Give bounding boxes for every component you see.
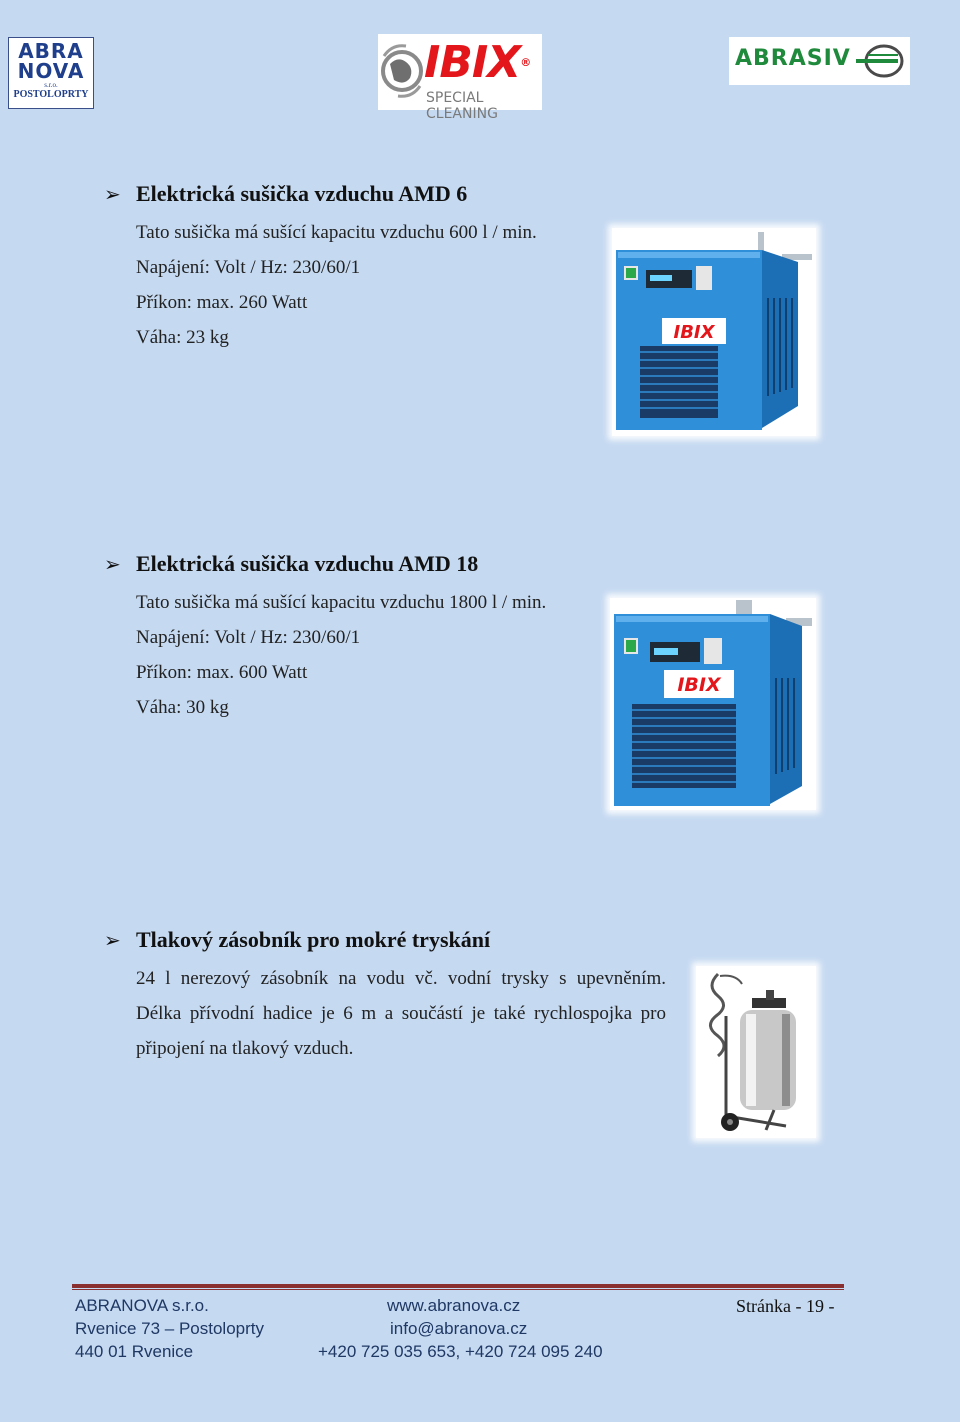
product-spec-weight: Váha: 30 kg — [136, 697, 229, 718]
product-photo-amd6 — [612, 228, 816, 436]
ibix-logo: IBIX® SPECIAL CLEANING — [378, 34, 542, 110]
abranova-logo: ABRA NOVA s.r.o. POSTOLOPRTY — [8, 37, 94, 109]
product-spec-weight: Váha: 23 kg — [136, 327, 229, 348]
product-description: Tato sušička má sušící kapacitu vzduchu 1800 l / min. — [136, 592, 547, 613]
product-photo-amd18 — [610, 598, 816, 810]
footer-divider-thin — [72, 1289, 844, 1290]
product-spec-wattage: Příkon: max. 260 Watt — [136, 292, 308, 313]
product-spec-power-supply: Napájení: Volt / Hz: 230/60/1 — [136, 257, 361, 278]
bullet-arrow-icon: ➢ — [104, 928, 121, 952]
product-spec-power-supply: Napájení: Volt / Hz: 230/60/1 — [136, 627, 361, 648]
bullet-arrow-icon: ➢ — [104, 182, 121, 206]
product-title: Elektrická sušička vzduchu AMD 6 — [136, 181, 468, 206]
footer-address-city: 440 01 Rvenice — [75, 1342, 194, 1361]
footer-company: ABRANOVA s.r.o. — [75, 1296, 209, 1315]
product-description-line: připojení na tlakový vzduch. — [136, 1038, 354, 1059]
abrasiv-disc-icon — [854, 41, 906, 81]
bullet-arrow-icon: ➢ — [104, 552, 121, 576]
footer-phones: +420 725 035 653, +420 724 095 240 — [318, 1342, 603, 1361]
product-spec-wattage: Příkon: max. 600 Watt — [136, 662, 308, 683]
page-number: Stránka - 19 - — [736, 1296, 835, 1316]
pressure-tank-image — [696, 966, 816, 1138]
product-description: Tato sušička má sušící kapacitu vzduchu 600 l / min. — [136, 222, 537, 243]
footer-email-link[interactable]: info@abranova.cz — [390, 1319, 528, 1338]
photo-brand-label: IBIX — [673, 322, 715, 343]
product-title: Tlakový zásobník pro mokré tryskání — [136, 927, 491, 952]
footer-address-street: Rvenice 73 – Postoloprty — [75, 1319, 264, 1338]
globe-icon — [380, 38, 424, 104]
footer-website-link[interactable]: www.abranova.cz — [387, 1296, 521, 1315]
product-description-line: Délka přívodní hadice je 6 m a součástí je také rychlospojka pro — [136, 1003, 666, 1024]
footer-divider — [72, 1284, 844, 1288]
abrasiv-logo: ABRASIV — [729, 37, 910, 85]
product-description-line: 24 l nerezový zásobník na vodu vč. vodní trysky s upevněním. — [136, 968, 666, 989]
air-dryer-image — [610, 598, 816, 810]
air-dryer-image — [612, 228, 816, 436]
product-title: Elektrická sušička vzduchu AMD 18 — [136, 551, 479, 576]
product-photo-pressure-tank — [696, 966, 816, 1138]
photo-brand-label: IBIX — [677, 674, 721, 696]
